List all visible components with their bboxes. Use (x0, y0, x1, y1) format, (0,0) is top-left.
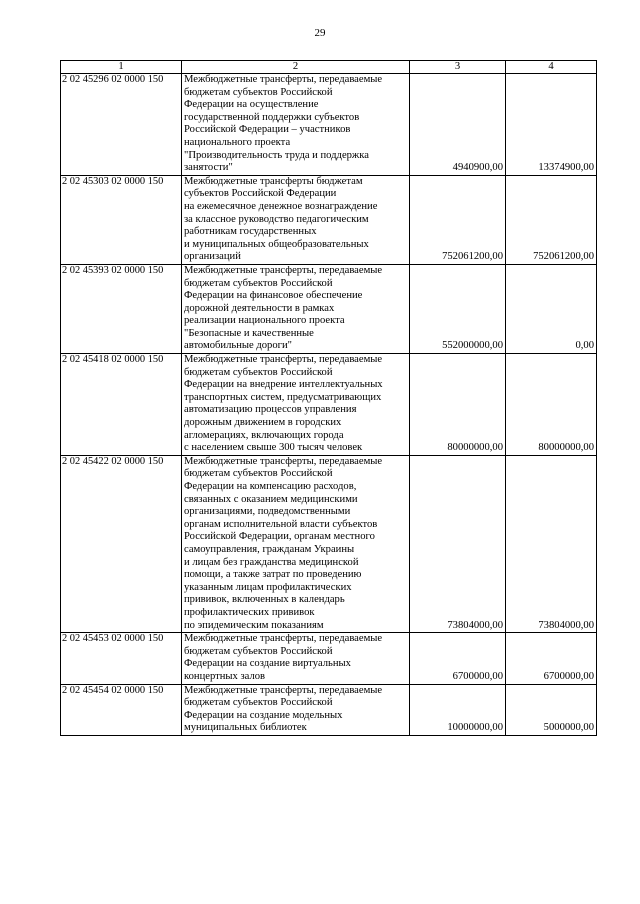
amount-column-4: 73804000,00 (506, 455, 597, 632)
description-line: занятости" (184, 162, 233, 174)
table-row (61, 684, 597, 735)
description-line: организациями, подведомственными (184, 506, 351, 518)
amount-column-4: 6700000,00 (506, 633, 597, 684)
transfer-description (182, 354, 410, 456)
amount-column-3: 80000000,00 (410, 354, 506, 456)
description-line: указанным лицам профилактических (184, 581, 352, 593)
description-line: с населением свыше 300 тысяч человек (184, 442, 363, 454)
description-line: Межбюджетные трансферты, передаваемые (184, 633, 383, 645)
description-line: Федерации на создание виртуальных (184, 658, 351, 670)
description-line: Межбюджетные трансферты, передаваемые (184, 684, 383, 696)
description-line: организаций (184, 251, 241, 263)
description-line: профилактических прививок (184, 606, 315, 618)
description-line: органам исполнительной власти субъектов (184, 518, 378, 530)
amount-column-3: 4940900,00 (410, 74, 506, 176)
amount-column-3: 6700000,00 (410, 633, 506, 684)
description-line: автомобильные дороги" (184, 340, 292, 352)
amount-column-4: 13374900,00 (506, 74, 597, 176)
description-line: работникам государственных (184, 226, 317, 238)
description-line: агломерациях, включающих города (184, 429, 344, 441)
description-line: Федерации на создание модельных (184, 709, 343, 721)
description-line: автоматизацию процессов управления (184, 404, 357, 416)
description-line: бюджетам субъектов Российской (184, 697, 333, 709)
amount-column-3: 10000000,00 (410, 684, 506, 735)
description-line: бюджетам субъектов Российской (184, 277, 333, 289)
budget-transfers-table (60, 60, 597, 736)
description-line: субъектов Российской Федерации (184, 188, 337, 200)
description-line: Федерации на осуществление (184, 99, 319, 111)
description-line: Федерации на финансовое обеспечение (184, 290, 363, 302)
amount-column-4: 0,00 (506, 264, 597, 353)
table-row (61, 455, 597, 632)
table-header-row (61, 61, 597, 74)
description-line: транспортных систем, предусматривающих (184, 391, 382, 403)
table-row (61, 74, 597, 176)
classification-code: 2 02 45303 02 0000 150 (61, 175, 182, 264)
classification-code: 2 02 45422 02 0000 150 (61, 455, 182, 632)
column-header-1: 1 (61, 61, 182, 74)
description-line: Российской Федерации, органам местного (184, 531, 375, 543)
column-header-3: 3 (410, 61, 506, 74)
amount-column-3: 73804000,00 (410, 455, 506, 632)
amount-column-4: 752061200,00 (506, 175, 597, 264)
description-line: Межбюджетные трансферты, передаваемые (184, 354, 383, 366)
description-line: государственной поддержки субъектов (184, 111, 360, 123)
description-line: муниципальных библиотек (184, 722, 307, 734)
description-line: на ежемесячное денежное вознаграждение (184, 200, 378, 212)
classification-code: 2 02 45393 02 0000 150 (61, 264, 182, 353)
description-line: Межбюджетные трансферты, передаваемые (184, 74, 383, 85)
description-line: дорожной деятельности в рамках (184, 302, 335, 314)
description-line: дорожным движением в городских (184, 417, 342, 429)
transfer-description (182, 175, 410, 264)
description-line: бюджетам субъектов Российской (184, 645, 333, 657)
transfer-description (182, 684, 410, 735)
table-body (61, 74, 597, 736)
transfer-description (182, 633, 410, 684)
description-line: Федерации на компенсацию расходов, (184, 481, 357, 492)
column-header-4: 4 (506, 61, 597, 74)
description-line: и муниципальных общеобразовательных (184, 238, 369, 250)
description-line: помощи, а также затрат по проведению (184, 569, 362, 581)
description-line: Межбюджетные трансферты, передаваемые (184, 455, 383, 467)
description-line: за классное руководство педагогическим (184, 213, 369, 225)
description-line: бюджетам субъектов Российской (184, 468, 333, 480)
description-line: и лицам без гражданства медицинской (184, 556, 359, 568)
description-line: Российской Федерации – участников (184, 124, 351, 136)
description-line: связанных с оказанием медицинскими (184, 493, 358, 505)
table-row (61, 633, 597, 684)
classification-code: 2 02 45454 02 0000 150 (61, 684, 182, 735)
classification-code: 2 02 45453 02 0000 150 (61, 633, 182, 684)
table-row (61, 354, 597, 456)
table-row (61, 264, 597, 353)
amount-column-4: 80000000,00 (506, 354, 597, 456)
description-line: национального проекта (184, 136, 291, 148)
description-line: Межбюджетные трансферты, передаваемые (184, 264, 383, 276)
amount-column-3: 752061200,00 (410, 175, 506, 264)
description-line: Межбюджетные трансферты бюджетам (184, 175, 363, 187)
description-line: "Безопасные и качественные (184, 327, 314, 339)
description-line: самоуправления, гражданам Украины (184, 543, 355, 555)
classification-code: 2 02 45418 02 0000 150 (61, 354, 182, 456)
transfer-description (182, 264, 410, 353)
column-header-2: 2 (182, 61, 410, 74)
table-row (61, 175, 597, 264)
description-line: прививок, включенных в календарь (184, 594, 345, 606)
transfer-description (182, 455, 410, 632)
description-line: Федерации на внедрение интеллектуальных (184, 379, 383, 391)
amount-column-4: 5000000,00 (506, 684, 597, 735)
description-line: концертных залов (184, 670, 266, 682)
transfer-description (182, 74, 410, 176)
description-line: реализации национального проекта (184, 315, 345, 327)
page-number: 29 (314, 27, 326, 39)
description-line: бюджетам субъектов Российской (184, 86, 333, 98)
classification-code: 2 02 45296 02 0000 150 (61, 74, 182, 176)
description-line: бюджетам субъектов Российской (184, 366, 333, 378)
description-line: по эпидемическим показаниям (184, 619, 324, 631)
description-line: "Производительность труда и поддержка (184, 149, 369, 161)
amount-column-3: 552000000,00 (410, 264, 506, 353)
